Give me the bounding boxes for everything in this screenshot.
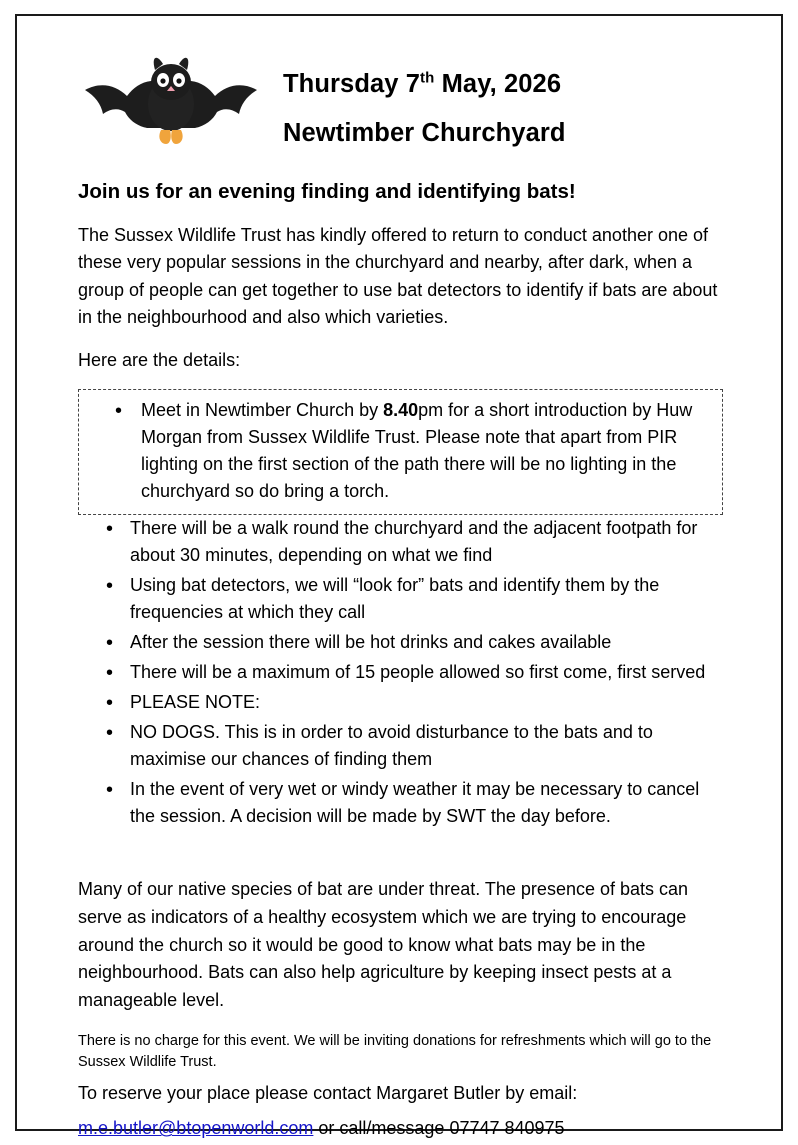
event-date-ordinal: th	[420, 69, 435, 87]
details-bullet-list	[78, 515, 723, 830]
boxed-bullet-part1: Meet in Newtimber Church by	[141, 399, 384, 420]
intro-paragraph: The Sussex Wildlife Trust has kindly offered to return to conduct another one of these very popular sessions in the churchyard and nearby, after dark, when a group of people can get together to use bat detectors to identify if bats are about in the neighbourhood and also which varieties.	[78, 225, 718, 328]
event-date	[283, 70, 566, 99]
event-location: Newtimber Churchyard	[283, 119, 566, 147]
header-titles	[283, 46, 566, 148]
bat-icon	[78, 46, 263, 160]
closing-paragraph: Many of our native species of bat are under threat. The presence of bats can serve as indicators of a healthy ecosystem which we are trying to encourage around the church so it would be good to know what bats may be in the neighbourhood. Bats can also help agriculture by keeping insect pests at a manageable level.	[78, 878, 689, 1011]
event-date-suffix: May, 2026	[434, 70, 562, 98]
page-subtitle: Join us for an evening finding and identifying bats!	[78, 180, 576, 203]
document-header	[78, 46, 723, 164]
list-item: • In the event of very wet or windy weather it may be necessary to cancel the session. A decision will be made by SWT the day before.	[78, 776, 723, 830]
list-item: • After the session there will be hot drinks and cakes available	[78, 629, 723, 656]
contact-details	[78, 1115, 723, 1142]
boxed-bullet-part2: pm for a short introduction by Huw Morgan from Sussex Wildlife Trust. Please note that apart from PIR lighting on the first section of the path there will be no lighting in the churchyard so do bring a torch.	[141, 399, 693, 501]
charge-note: There is no charge for this event. We will be inviting donations for refreshments which will go to the Sussex Wildlife Trust.	[78, 1033, 712, 1070]
document-content	[78, 46, 723, 1142]
list-item: • There will be a maximum of 15 people allowed so first come, first served	[78, 659, 723, 686]
details-lead: Here are the details:	[78, 350, 241, 371]
list-item: • Using bat detectors, we will “look for” bats and identify them by the frequencies at which they call	[78, 572, 723, 626]
event-date-prefix: Thursday 7	[283, 70, 421, 98]
list-item: • NO DOGS. This is in order to avoid disturbance to the bats and to maximise our chances of finding them	[78, 719, 723, 773]
contact-phone: or call/message 07747 840975	[313, 1118, 565, 1139]
list-item: • PLEASE NOTE:	[78, 689, 723, 716]
highlight-box	[78, 389, 723, 515]
email-link[interactable]: m.e.butler@btopenworld.com	[78, 1118, 314, 1139]
boxed-bullet-time: 8.40	[383, 399, 419, 420]
list-item	[89, 397, 712, 505]
boxed-bullet-list	[89, 397, 712, 505]
list-item: • There will be a walk round the churchyard and the adjacent footpath for about 30 minutes, depending on what we find	[78, 515, 723, 569]
contact-lead: To reserve your place please contact Margaret Butler by email:	[78, 1083, 578, 1104]
